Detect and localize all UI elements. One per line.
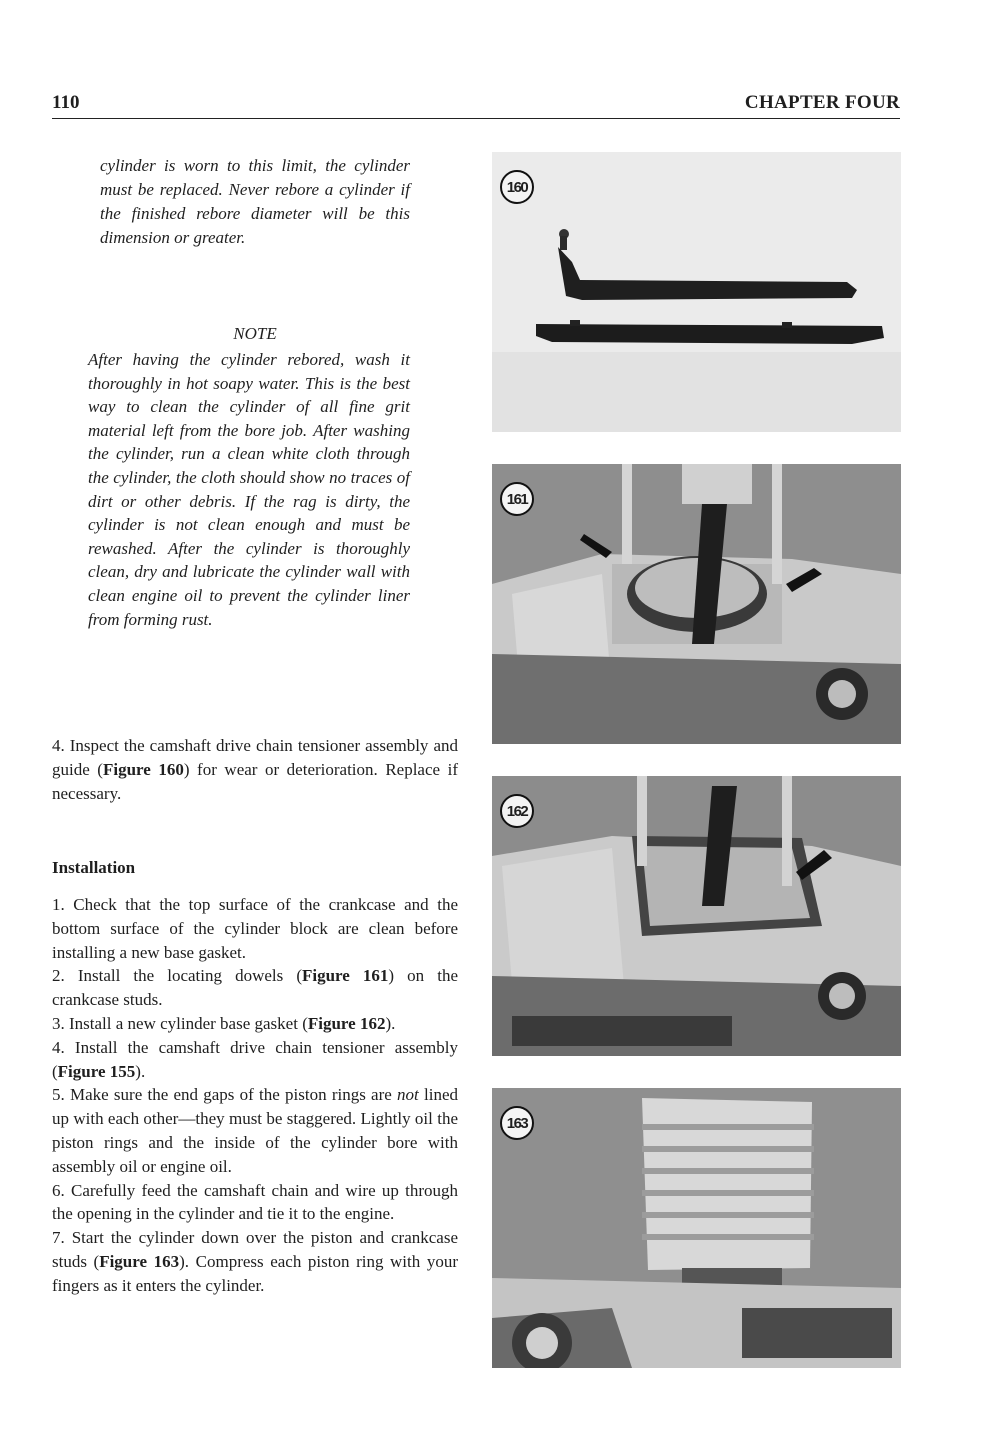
install-step-2: 2. Install the locating dowels (Figure 161) on the crankcase studs. — [52, 966, 458, 1010]
figure-162-photo — [492, 776, 901, 1056]
installation-steps — [52, 893, 458, 1298]
figure-160-photo — [492, 152, 901, 432]
warning-text: cylinder is worn to this limit, the cylinder must be replaced. Never rebore a cylinder if the finished rebore diameter will be this dimension or greater. — [100, 156, 410, 247]
figure-160-number: 160 — [500, 170, 534, 204]
install-step-7: 7. Start the cylinder down over the piston and crankcase studs (Figure 163). Compress each piston ring with your fingers as it enters the cylinder. — [52, 1228, 458, 1295]
page-number: 110 — [52, 92, 80, 113]
installation-heading: Installation — [52, 858, 136, 877]
figure-162-number: 162 — [500, 794, 534, 828]
install-step-1: 1. Check that the top surface of the crankcase and the bottom surface of the cylinder block are clean before installing a new base gasket. — [52, 895, 458, 962]
figure-163-photo — [492, 1088, 901, 1368]
figure-ref: Figure 155 — [57, 1061, 136, 1081]
figure-ref: Figure 162 — [307, 1013, 386, 1033]
crankcase-dowels-illustration — [492, 464, 901, 744]
inspection-step: 4. Inspect the camshaft drive chain tensioner assembly and guide (Figure 160) for wear or deterioration. Replace if necessary. — [52, 736, 458, 803]
install-step-6: 6. Carefully feed the camshaft chain and wire up through the opening in the cylinder and tie it to the engine. — [52, 1180, 458, 1224]
install-step-4: 4. Install the camshaft drive chain tensioner assembly (Figure 155). — [52, 1037, 458, 1081]
figure-161-number: 161 — [500, 482, 534, 516]
note-title: NOTE — [233, 324, 277, 343]
page-header — [52, 92, 900, 119]
figure-ref: Figure 160 — [102, 760, 184, 779]
figure-163-number: 163 — [500, 1106, 534, 1140]
install-step-5: 5. Make sure the end gaps of the piston rings are not lined up with each other—they must be staggered. Lightly oil the piston rings and the inside of the cylinder bore with assembly oil or engine oil. — [52, 1085, 459, 1176]
base-gasket-illustration — [492, 776, 901, 1056]
figure-161-photo — [492, 464, 901, 744]
chapter-title: CHAPTER FOUR — [744, 92, 900, 113]
note-text: After having the cylinder rebored, wash it thoroughly in hot soapy water. This is the best way to clean the cylinder of all fine grit material left from the bore job. After washing the cylinder, run a clean white cloth through the cylinder, the cloth should show no traces of dirt or other debris. If the rag is dirty, the cylinder is not clean enough and must be rewashed. After the cylinder is thoroughly clean, dry and lubricate the cylinder wall with clean engine oil to prevent the cylinder liner from forming rust. — [88, 350, 410, 629]
tensioner-guide-illustration — [492, 152, 901, 432]
figure-ref: Figure 163 — [99, 1251, 180, 1271]
cylinder-installation-illustration — [492, 1088, 901, 1368]
install-step-3: 3. Install a new cylinder base gasket (Figure 162). — [52, 1013, 396, 1033]
figure-ref: Figure 161 — [301, 966, 389, 986]
